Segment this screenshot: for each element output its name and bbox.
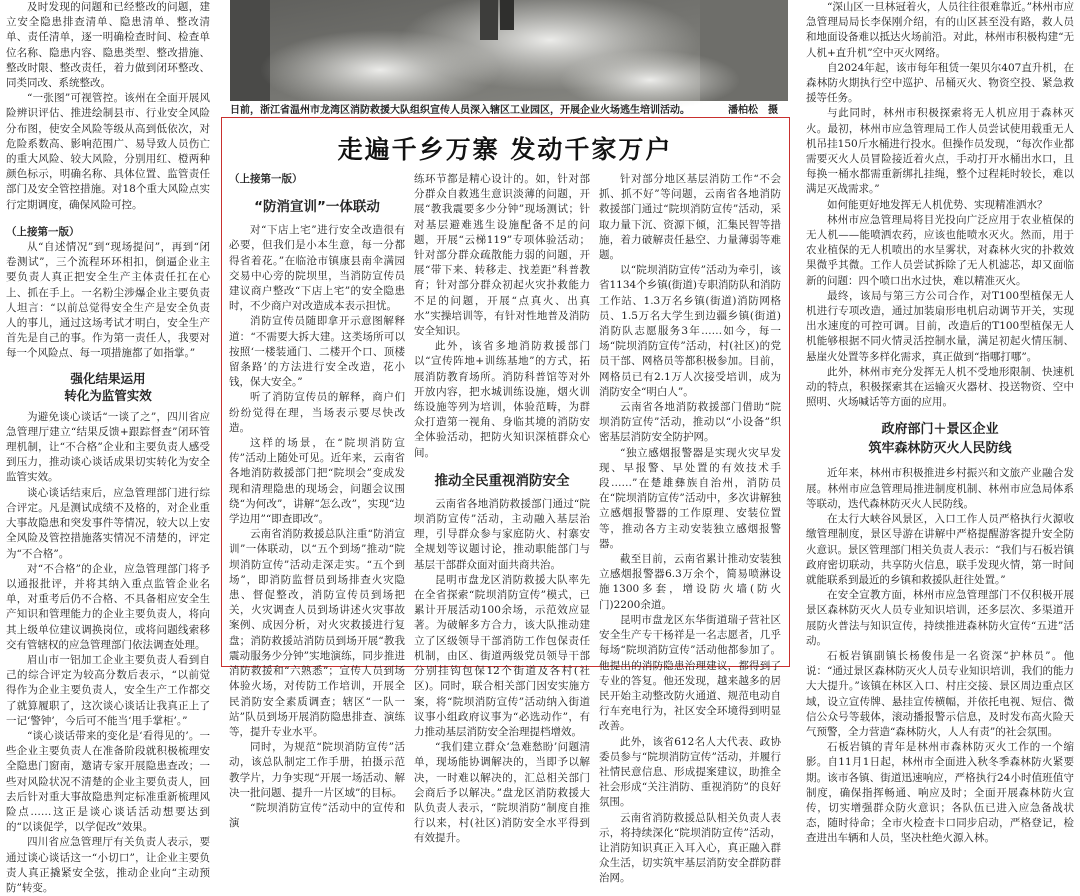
paragraph: “一张图”可视管控。该州在全面开展风险辨识评估、推进绘制县市、行业安全风险分布图，使安全风险等级从高到低依次，对危险系数高、影响范围广、易导致人员伤亡的重大风险、较大风险，分别用红、橙两种颜色标示，明确名称、具体位置、监管责任部门及安全管控措施。对18个重大风险点实行定期调度，确保风险可控。 xyxy=(6,92,210,211)
photo-credit: 潘柏松 摄 xyxy=(728,105,778,116)
paragraph: 林州市应急管理局将目光投向广泛应用于农业植保的无人机——能喷洒农药，应该也能喷水灭火。然而，用于农业植保的无人机喷出的水呈雾状，对森林火灾的扑救效果微乎其微。工作人员尝试拆除了无人机滤芯，却又面临新的问题：四个喷口出水过快，难以精准灭火。 xyxy=(806,213,1074,287)
paragraph: 昆明市盘龙区消防救援大队率先在全省探索“院坝消防宣传”模式，已累计开展活动100余场，示范效应显著。为破解多方合力，该大队推动建立了区级领导干部消防工作包保责任机制，由区、街道两级党员领导干部分别挂钩包保12个街道及各村(社区)。同时，联合相关部门因安实施方案，将“院坝消防宣传”活动纳入街道议事小组政府议事为“必选动作”，有力推动基层消防安全治理提档增效。 xyxy=(414,573,590,738)
paragraph: 对“不合格”的企业，应急管理部门将予以通报批评，并将其纳入重点监管企业名单，对重考后仍不合格、不具备相应安全生产知识和管理能力的企业主要负责人，将向其上级单位建议调换岗位，或将问题线索移交有管辖权的应急管理部门依法调查处理。 xyxy=(6,562,210,651)
paragraph: 眉山市一铝加工企业主要负责人看到自己的综合评定为较高分数后表示，“以前觉得作为企业主要负责人，安全生产工作都交了就算履职了，这次谈心谈话让我真正上了一记‘警钟’，今后可不能当‘甩手掌柜’。” xyxy=(6,653,210,727)
paragraph: 云南省各地消防救援部门借助“院坝消防宣传”活动，推动以“小设备”织密基层消防安全防护网。 xyxy=(599,401,781,444)
paragraph: 最终，该局与第三方公司合作，对T100型植保无人机进行专项改造，通过加装扇形电机启动调节开关，实现出水速度的可控可调。目前，改造后的T100型植保无人机能够根据不同火情灵活控制水量，满足初起火情压制、悬崖火处置等多样化需求，真正做到“指哪打哪”。 xyxy=(806,289,1074,363)
news-photo xyxy=(230,0,788,101)
paragraph: 此外，该省多地消防救援部门以“宣传阵地+训练基地”的方式，拓展消防教育场所。消防科普馆等对外开放内容，把水城训练设施，烟火训练设施等列为培训，体验范畴，为群众打造第一视角、身临其境的消防安全体验活动，把防火知识深植群众心间。 xyxy=(414,340,590,459)
paragraph: 石板岩镇的青年是林州市森林防灭火工作的一个缩影。自11月1日起，林州市全面进入秋冬季森林防火紧要期。该市各镇、街道迅速响应，严格执行24小时值班值守制度，确保指挥畅通、响应及时；全面开展森林防火宣传，切实增强群众防火意识；各队伍已进入应急备战状态，随时待命；全市火检查卡口同步启动，严格登记，检查进出车辆和人员，坚决杜绝火源入林。 xyxy=(806,741,1074,845)
paragraph: 听了消防宣传员的解释，商户们纷纷觉得在理，当场表示要尽快改造。 xyxy=(229,391,405,434)
paragraph: 这样的场景，在“院坝消防宣传”活动上随处可见。近年来，云南省各地消防救援部门把“院坝会”变成发现和清理隐患的现场会，问题会议围绕“为何改”，讲解“怎么改”，实现“边学边用”“即查即改”。 xyxy=(229,437,405,526)
paragraph: 在太行大峡谷风景区，入口工作人员严格执行火源收缴管理制度，景区导游在讲解中严格提醒游客提升安全防火意识。景区管理部门相关负责人表示：“我们与石板岩镇政府密切联动，共享防火信息，联手发现火情，第一时间就能联系到最近的乡镇和救援队赶往处置。” xyxy=(806,513,1074,586)
paragraph: “谈心谈话带来的变化是‘看得见的’。一些企业主要负责人在准备阶段就积极梳理安全隐患门窗南，邀请专家开展隐患查改；一些对风险状况不清楚的企业主要负责人，回去后针对重大事故隐患判定标准重新梳理风险点……这正是谈心谈话活动想要达到的“以谈促学，以学促改”效果。 xyxy=(6,729,210,834)
paragraph: 以“院坝消防宣传”活动为牵引，该省1134个乡镇(街道)专职消防队和消防工作站、1.3万名乡镇(街道)消防网格员、1.5万名大学生到边疆乡镇(街道)消防队志愿服务3年……如今，每一场“院坝消防宣传”活动，村(社区)的党员干部、网格员等都积极参加。目前，网格员已有2.1万人次接受培训，成为消防安全“明白人”。 xyxy=(599,264,781,398)
paragraph: 与此同时，林州市积极探索将无人机应用于森林灭火。最初，林州市应急管理局工作人员尝试使用载重无人机吊挂150斤水桶进行投水。但操作员发现，“每次作业都需要灭火人员冒险接近着火点，手动打开水桶出水口，且每换一桶水都需重新绑扎挂绳，整个过程耗时较长，难以满足灭战需求。” xyxy=(806,107,1074,196)
feature-column-3 xyxy=(599,172,781,885)
feature-column-2 xyxy=(414,172,590,845)
continued-label: （上接第一版） xyxy=(229,173,303,185)
paragraph: 在安全宣教方面，林州市应急管理部门不仅积极开展景区森林防灭火人员专业知识培训，还多层次、多渠道开展防火普法与知识宣传，持续推进森林防火宣传“五进”活动。 xyxy=(806,589,1074,647)
paragraph: “深山区一旦林冠着火，人员往往很难靠近。”林州市应急管理局局长李保刚介绍，有的山区甚至没有路，救人员和地面设备难以抵达火场前沿。对此，林州市积极构建“无人机+直升机”空中灭火网络。 xyxy=(806,1,1074,59)
feature-subheading: “防消宣训”一体联动 xyxy=(254,199,380,216)
right-article-column xyxy=(806,0,1074,845)
paragraph: 昆明市盘龙区东华街道瑞子营社区安全生产专干杨祥是一名志愿者，几乎每场“院坝消防宣传”活动他都参加了。他提出的消防隐患治理建议，都得到了专业的答复。他还发现，越来越多的居民开始主动整改防火通道、规范电动自行车充电行为，社区安全环境得到明显改善。 xyxy=(599,613,781,733)
paragraph: 练环节都是精心设计的。如，针对部分群众自救逃生意识淡薄的问题，开展“教我震要多少分钟”现场测试；针对基层避难逃生设施配备不足的问题，开展“云梯119”专项体验活动；针对部分群众疏散能力弱的问题，开展“带下来、转移走、找差距”科普教育；针对部分群众初起火灾扑救能力不足的问题，开展“点真火、出真水”实操培训等，有针对性地普及消防安全知识。 xyxy=(414,173,590,338)
caption-text: 日前，浙江省温州市龙湾区消防救援大队组织宣传人员深入辖区工业园区，开展企业火场逃生培训活动。 xyxy=(230,105,690,116)
paragraph: 消防宣传员随即拿开示意图解释道：“不需要大拆大建。这类场所可以按照‘一楼装通门、二楼开个口、顶楼留条路’的方法进行安全改造，花小钱，保大安全。” xyxy=(229,315,405,389)
paragraph: 对“下店上宅”进行安全改造很有必要，但我们是小本生意，每一分都得省着花。”在临沧市镇康县南伞满园交易中心旁的院坝里，当消防宣传员建议商户整改“下店上宅”的安全隐患时，不少商户对改造成本表示担忧。 xyxy=(229,224,405,313)
section-heading-line: 强化结果运用 xyxy=(70,370,146,386)
paragraph: 云南省各地消防救援部门通过“院坝消防宣传”活动，主动融入基层治理，引导群众参与家庭防火、村寨安全规划等议题讨论，推动职能部门与基层干部群众面对面共商共治。 xyxy=(414,497,590,571)
paragraph: 近年来，林州市积极推进乡村振兴和文旅产业融合发展。林州市应急管理局推进制度机制、林州市应急局体系等联动，迭代森林防灭火人民防线。 xyxy=(806,467,1074,510)
paragraph: 截至目前，云南省累计推动安装独立感烟报警器6.3万余个，简易喷淋设施1300多套，增设防火墙(防火门)2200余道。 xyxy=(599,553,781,611)
section-heading xyxy=(6,370,210,404)
paragraph: 从“自述情况”到“现场提问”，再到“闭卷测试”，三个流程环环相扣，倒逼企业主要负责人真正把安全生产主体责任扛在心上、抓在手上。一名粉尘涉爆企业主要负责人坦言：“以前总觉得安全生产是安全负责人的事儿，通过这场考试才明白，安全生产首先是自己的事。作为第一责任人，我要对每一个风险点、每一项措施都了如指掌。” xyxy=(6,241,210,360)
paragraph: 四川省应急管理厅有关负责人表示，要通过谈心谈话这一“小切口”，让企业主要负责人真正撬紧安全弦，推动企业向“主动预防”转变。 xyxy=(6,836,210,894)
paragraph: “我们建立群众‘急难愁盼’问题清单，现场能协调解决的，当即予以解决，一时难以解决的，汇总相关部门会商后予以解决。”盘龙区消防救援大队负责人表示，“院坝消防”制度自推行以来，村(社区)消防安全水平得到有效提升。 xyxy=(414,741,590,845)
section-heading-line: 筑牢森林防灭火人民防线 xyxy=(868,441,1012,457)
paragraph: 针对部分地区基层消防工作“不会抓、抓不好”等问题，云南省各地消防救援部门通过“院坝消防宣传”活动，采取力量下沉、资源下倾，汇集民智等措施，着力破解责任悬空、力量薄弱等难题。 xyxy=(599,173,781,262)
paragraph: 同时，为规范“院坝消防宣传”活动，该总队制定工作手册，拍摄示范教学片，力争实现“开展一场活动、解决一批问题、提升一片区域”的目标。 xyxy=(229,741,405,799)
paragraph: 云南省消防救援总队相关负责人表示，将持续深化“院坝消防宣传”活动，让消防知识真正入耳入心，真正融入群众生活，切实筑牢基层消防安全群防群治网。 xyxy=(599,811,781,885)
paragraph: 石板岩镇副镇长杨俊伟是一名资深“护林员”。他说：“通过景区森林防灭火人员专业知识培训，我们的能力大大提升。”该镇在林区入口、村庄交接、景区周边重点区域，设立宣传牌、悬挂宣传横幅，并依托电视、短信、微信公众号等载体，滚动播报警示信息，及时发布高火险天气预警，全力营造“森林防火，人人有责”的社会氛围。 xyxy=(806,649,1074,738)
feature-subheading: 推动全民重视消防安全 xyxy=(434,472,570,489)
left-top-text xyxy=(6,0,210,213)
section-heading-line: 政府部门＋景区企业 xyxy=(881,422,999,438)
paragraph: 此外，林州市充分发挥无人机不受地形限制、快速机动的特点，积极探索其在运输灭火器材、投送物资、空中照明、火场喊话等方面的应用。 xyxy=(806,365,1074,409)
feature-headline: 走遍千乡万寨 发动千家万户 xyxy=(337,135,673,164)
paragraph: 云南省消防救援总队注重“防消宣训”一体联动，以“五个到场”推动“院坝消防宣传”活动走深走实。“五个到场”，即消防监督员到场排查火灾隐患、督促整改，消防宣传员到场把关，火灾调查人员到场讲述火灾事故案例、成因分析，对火灾救援进行复盘；消防救援站消防员到场开展“教我震动服务少分钟”实地演练，同步推进消防救援和“六熟悉”；宣传人员到场体验火场，对传防工作培训，开展全民消防安全素质调查；辖区“一队一站”队员到场开展消防隐患排查、演练等，提升专业水平。 xyxy=(229,528,405,738)
paragraph: 及时发现的问题和已经整改的问题，建立安全隐患排查清单、隐患清单、整改清单、责任清单，逐一明确检查时间、检查单位名称、隐患内容、隐患类型、整改措施、整改时限、整改责任，着力做到闭环整改、同类同改、系统整改。 xyxy=(6,1,210,90)
section-heading-line: 转化为监管实效 xyxy=(64,387,152,403)
paragraph: “独立感烟报警器是实现火灾早发现、早报警、早处置的有效技术手段……”在楚雄彝族自治州，消防员在“院坝消防宣传”活动中，多次讲解独立感烟报警器的工作原理、安装位置等，推动各方主动安装独立感烟报警器。 xyxy=(599,446,781,550)
feature-column-1 xyxy=(229,172,405,830)
section-heading xyxy=(806,420,1074,458)
left-article-column xyxy=(6,0,210,894)
paragraph: “院坝消防宣传”活动中的宣传和演 xyxy=(229,801,405,830)
photo-image xyxy=(230,0,788,101)
paragraph: 谈心谈话结束后，应急管理部门进行综合评定。凡是测试成绩不及格的，对企业重大事故隐患和突发事件等情况，较大以上安全风险及管控措施落实情况不清楚的，评定为“不合格”。 xyxy=(6,486,210,560)
paragraph: 如何能更好地发挥无人机优势、实现精准洒水？ xyxy=(827,198,1048,211)
paragraph: 此外，该省612名人大代表、政协委员参与“院坝消防宣传”活动，并履行社情民意信息、形成提案建议，助推全社会形成“关注消防、重视消防”的良好氛围。 xyxy=(599,735,781,809)
continued-label: （上接第一版） xyxy=(6,225,80,238)
photo-caption xyxy=(230,104,790,118)
paragraph: 为避免谈心谈话“一谈了之”，四川省应急管理厅建立“结果反馈+跟踪督查”闭环管理机制，让“不合格”企业和主要负责人感受到压力，推动谈心谈话成果切实转化为安全监管实效。 xyxy=(6,410,210,484)
paragraph: 自2024年起，该市每年租赁一架贝尔407直升机，在森林防火期执行空中巡护、吊桶灭火、物资空投、紧急救援等任务。 xyxy=(806,61,1074,105)
